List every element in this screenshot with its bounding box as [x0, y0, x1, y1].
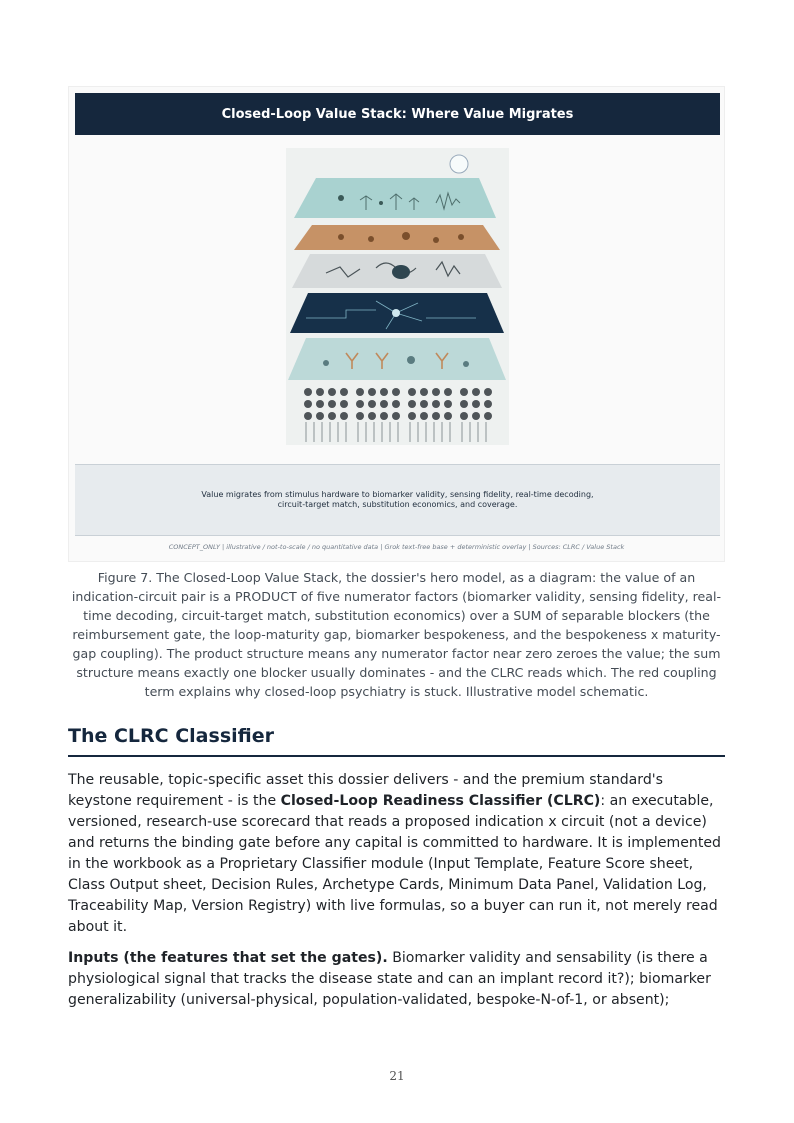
- paragraph-inputs-rest: Biomarker validity and sensability (is there a physiological signal that tracks the disease state and can an implant record it?); biomarker generalizability (universal-physical, population-validated, bespoke-N-of-1, or absent);: [68, 950, 711, 1008]
- paragraph-inputs: [68, 948, 725, 1011]
- figure-band-caption-text: Value migrates from stimulus hardware to biomarker validity, sensing fidelity, real-time decoding, circuit-target match, substitution economics, and coverage.: [201, 490, 594, 509]
- paragraph-intro-lead: The reusable, topic-specific asset this dossier delivers - and the premium standard's keystone requirement - is the: [68, 772, 664, 809]
- figure-panel: [68, 86, 725, 562]
- layered-value-stack-illustration: [286, 148, 509, 445]
- paragraph-intro: [68, 770, 725, 938]
- figure-footnote: CONCEPT_ONLY | illustrative / not-to-scale / no quantitative data | Grok text-free base + deterministic overlay | Sources: CLRC / Value Stack: [168, 543, 625, 551]
- figure-band-caption: [75, 464, 720, 536]
- section-heading: The CLRC Classifier: [68, 725, 725, 757]
- inputs-lead: Inputs (the features that set the gates).: [68, 950, 388, 966]
- page-number: 21: [389, 1069, 405, 1083]
- figure-caption: Figure 7. The Closed-Loop Value Stack, the dossier's hero model, as a diagram: the value of an indication-circuit pair is a PRODUCT of five numerator factors (biomarker validity, sensing fidelity, real-time decoding, circuit-target match, substitution economics) over a SUM of separable blockers (the reimbursement gate, the loop-maturity gap, biomarker bespokeness, and the bespokeness x maturity-gap coupling). The product structure means any numerator factor near zero zeroes the value; the sum structure means exactly one blocker usually dominates - and the CLRC reads which. The red coupling term explains why closed-loop psychiatry is stuck. Illustrative model schematic.: [71, 570, 722, 699]
- paragraph-intro-rest: : an executable, versioned, research-use scorecard that reads a proposed indication x circuit (not a device) and returns the binding gate before any capital is committed to hardware. It is implemented in the workbook as a Proprietary Classifier module (Input Template, Feature Score sheet, Class Output sheet, Decision Rules, Archetype Cards, Minimum Data Panel, Validation Log, Traceability Map, Version Registry) with live formulas, so a buyer can run it, not merely read about it.: [68, 793, 721, 935]
- figure-title: Closed-Loop Value Stack: Where Value Migrates: [75, 93, 720, 135]
- clrc-term: Closed-Loop Readiness Classifier (CLRC): [280, 793, 601, 809]
